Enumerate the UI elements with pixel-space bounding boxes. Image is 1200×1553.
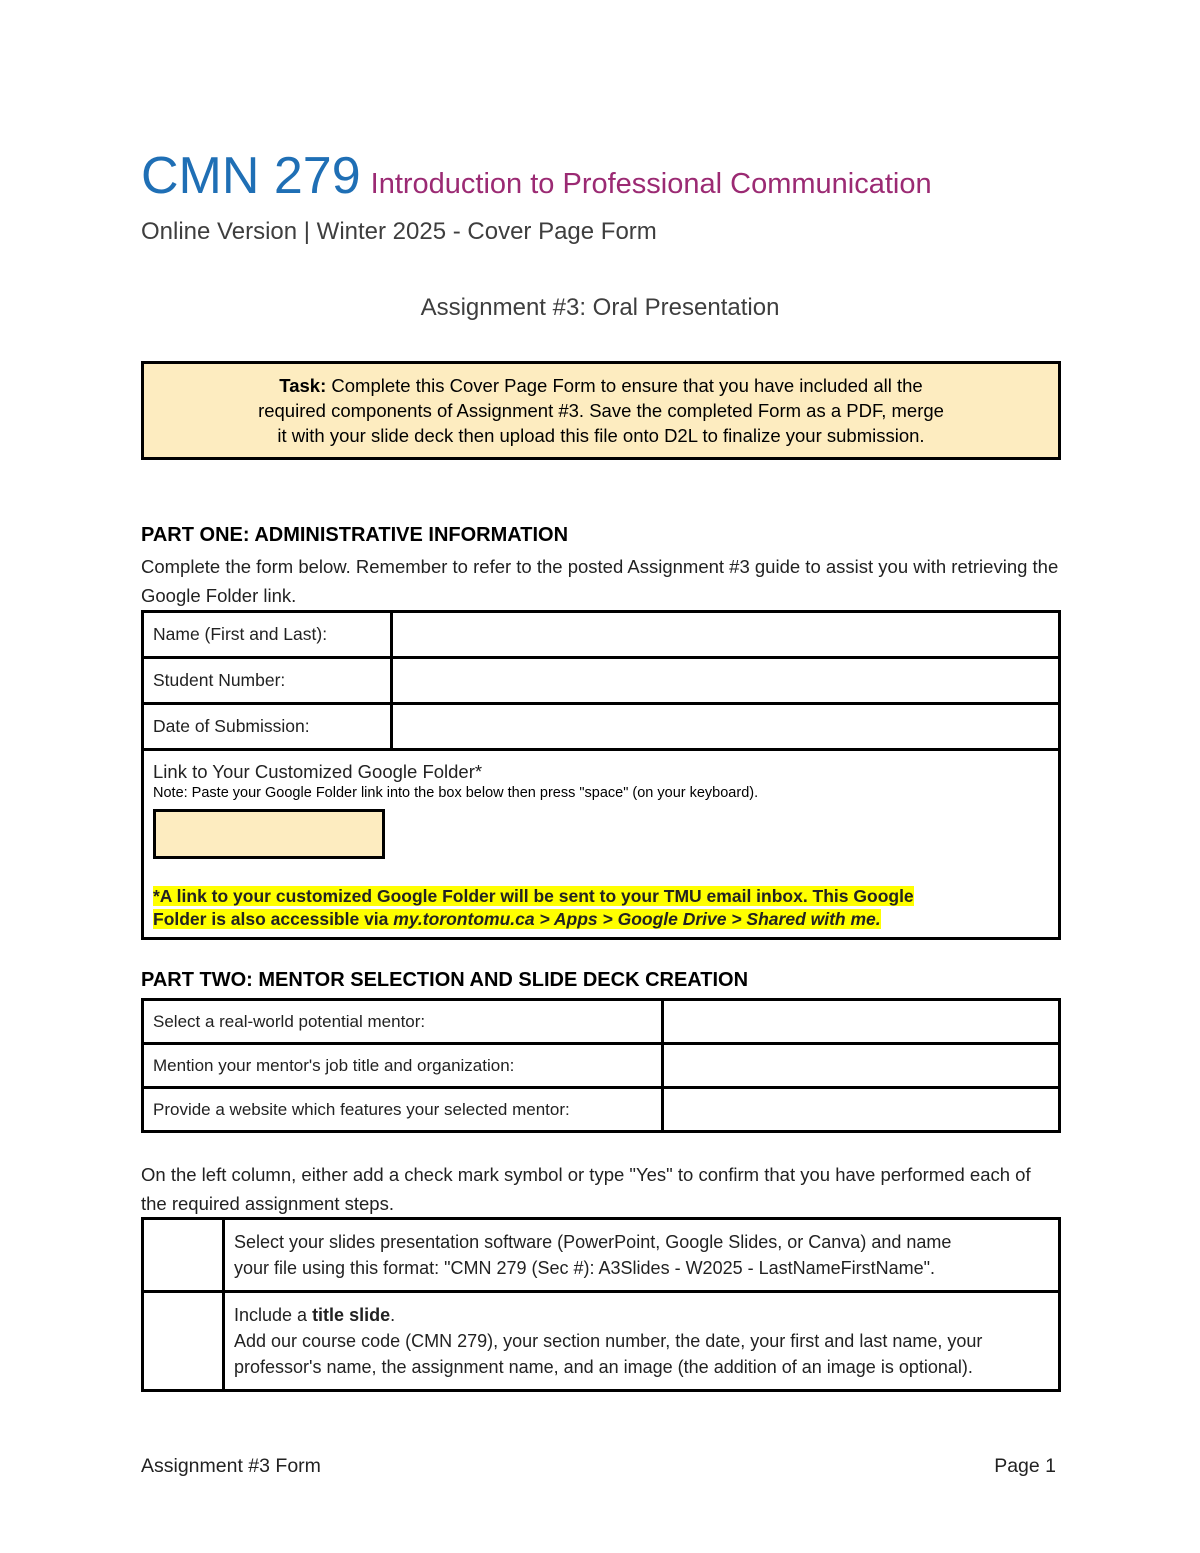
- google-folder-footnote: *A link to your customized Google Folder will be sent to your TMU email inbox. This Google Folder is also accessible via my.torontomu.ca > Apps > Google Drive > Shared with me.: [153, 886, 914, 929]
- steps-checklist: [141, 1217, 1061, 1392]
- mentor-website-label: Provide a website which features your selected mentor:: [143, 1088, 663, 1132]
- steps-instructions: On the left column, either add a check mark symbol or type "Yes" to confirm that you have performed each of the required assignment steps.: [141, 1164, 1031, 1214]
- task-line-2: required components of Assignment #3. Save the completed Form as a PDF, merge: [258, 400, 944, 421]
- page-number: Page 1: [994, 1455, 1056, 1477]
- mentor-name-field[interactable]: [663, 1000, 1060, 1044]
- part-one-instructions: Complete the form below. Remember to refer to the posted Assignment #3 guide to assist you with retrieving the Google Folder link.: [141, 556, 1059, 606]
- task-label: Task:: [279, 375, 327, 396]
- table-row: [143, 1000, 1060, 1044]
- part-one-heading: PART ONE: ADMINISTRATIVE INFORMATION: [141, 524, 569, 546]
- date-field[interactable]: [392, 704, 1060, 750]
- google-folder-cell: [143, 750, 1060, 939]
- footer-left: Assignment #3 Form: [141, 1455, 321, 1477]
- course-code: CMN 279: [141, 147, 361, 205]
- name-label: Name (First and Last):: [143, 612, 392, 658]
- task-line-3: it with your slide deck then upload this file onto D2L to finalize your submission.: [277, 425, 925, 446]
- step-1-check-field[interactable]: [143, 1219, 224, 1292]
- course-title: [141, 146, 932, 214]
- mentor-table: [141, 998, 1061, 1133]
- subtitle: Online Version | Winter 2025 - Cover Page Form: [141, 218, 657, 245]
- table-row: [143, 1088, 1060, 1132]
- assignment-title: Assignment #3: Oral Presentation: [420, 294, 780, 321]
- table-row: [143, 750, 1060, 939]
- name-field[interactable]: [392, 612, 1060, 658]
- student-number-label: Student Number:: [143, 658, 392, 704]
- mentor-website-field[interactable]: [663, 1088, 1060, 1132]
- google-folder-link-field[interactable]: [153, 809, 385, 859]
- table-row: [143, 1219, 1060, 1292]
- google-folder-label: Link to Your Customized Google Folder*: [153, 761, 483, 782]
- task-box: [141, 361, 1061, 460]
- task-line-1: Task: Complete this Cover Page Form to ensure that you have included all the: [279, 375, 923, 396]
- table-row: [143, 658, 1060, 704]
- table-row: [143, 1292, 1060, 1391]
- step-2-description: Include a title slide. Add our course code (CMN 279), your section number, the date, your first and last name, your professor's name, the assignment name, and an image (the addition of an image is optional).: [224, 1292, 1060, 1391]
- mentor-title-label: Mention your mentor's job title and organization:: [143, 1044, 663, 1088]
- course-name: Introduction to Professional Communication: [370, 168, 932, 200]
- student-number-field[interactable]: [392, 658, 1060, 704]
- date-label: Date of Submission:: [143, 704, 392, 750]
- table-row: [143, 612, 1060, 658]
- part-two-heading: PART TWO: MENTOR SELECTION AND SLIDE DECK CREATION: [141, 969, 749, 991]
- table-row: [143, 704, 1060, 750]
- mentor-name-label: Select a real-world potential mentor:: [143, 1000, 663, 1044]
- step-1-description: Select your slides presentation software (PowerPoint, Google Slides, or Canva) and name your file using this format: "CMN 279 (Sec #): A3Slides - W2025 - LastNameFirstName".: [224, 1219, 1060, 1292]
- mentor-title-field[interactable]: [663, 1044, 1060, 1088]
- portal-path: my.torontomu.ca > Apps > Google Drive > Shared with me.: [393, 909, 881, 929]
- table-row: [143, 1044, 1060, 1088]
- step-2-check-field[interactable]: [143, 1292, 224, 1391]
- google-folder-note: Note: Paste your Google Folder link into the box below then press "space" (on your keyboard).: [153, 785, 759, 801]
- admin-info-table: [141, 610, 1061, 940]
